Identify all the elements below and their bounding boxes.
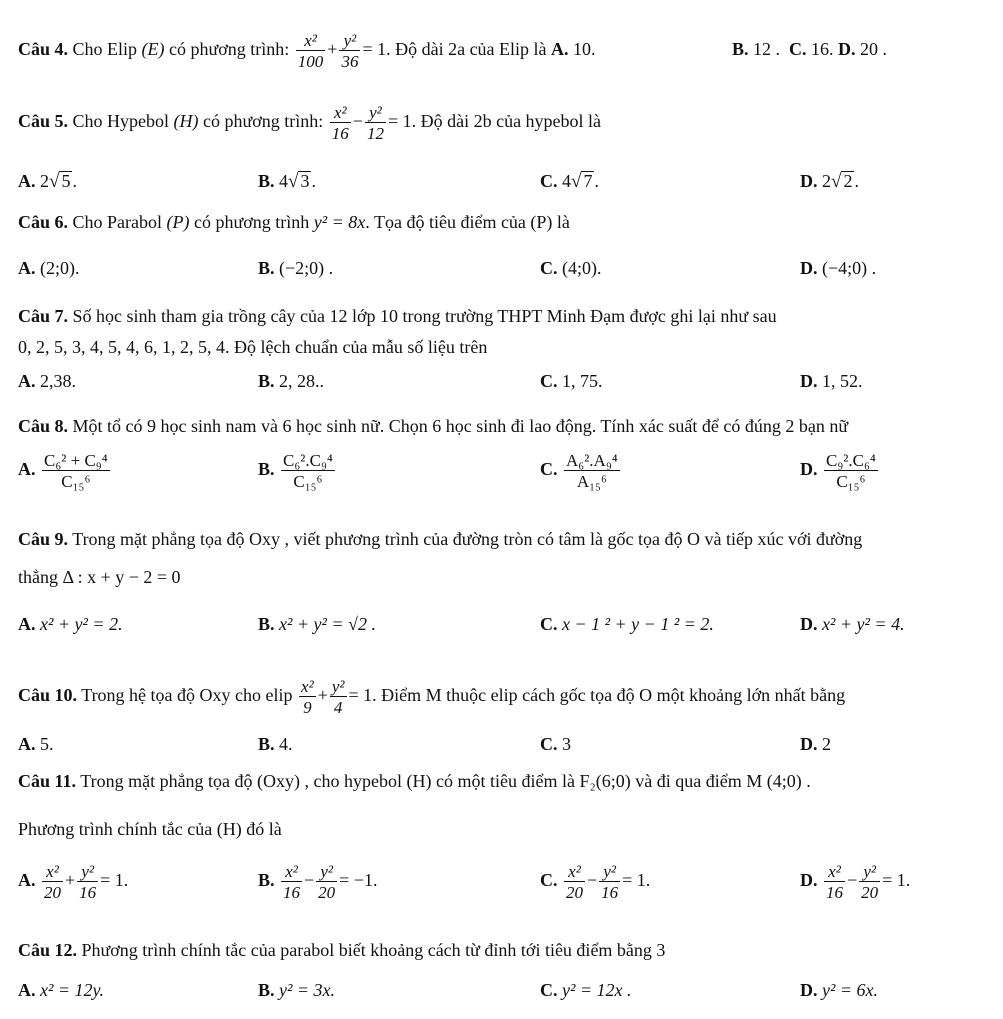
option-label: D. <box>800 614 818 634</box>
fraction: $\frac{\text{y²}}{20}$ <box>861 862 879 902</box>
operator: + <box>317 685 328 706</box>
question-text: có phương trình <box>194 212 310 232</box>
equation-rhs: = 1 <box>348 685 373 706</box>
option-label: B. <box>732 39 749 59</box>
fraction: $\frac{\text{y²}}{12}$ <box>366 103 384 143</box>
question-label: Câu 10. <box>18 685 78 706</box>
option-label: B. <box>258 371 275 391</box>
option-label: B. <box>258 870 275 891</box>
option-value: x² + y² = 4. <box>822 614 905 634</box>
fraction: $\frac{\text{A₆².A₉⁴}}{\text{A₁₅⁶}}$ <box>566 451 618 491</box>
option-label: D. <box>800 258 818 278</box>
option-label: A. <box>18 614 36 634</box>
option-label: B. <box>258 734 275 754</box>
question-9-line <box>18 568 1003 586</box>
option-value: y² = 6x. <box>822 980 879 1000</box>
option-b: B. 4√ 3 . <box>258 171 316 192</box>
question-text: Trong mặt phẳng tọa độ Oxy , viết phương trình của đường tròn có tâm là gốc tọa độ O và tiếp xúc với đường <box>72 529 863 549</box>
question-text: Cho Elip <box>72 39 138 60</box>
option-b <box>258 981 335 999</box>
option-b <box>258 372 324 390</box>
option-a: A. 2√ 5 . <box>18 171 77 192</box>
option-label: A. <box>18 371 36 391</box>
option-label: D. <box>800 870 818 891</box>
operator: − <box>352 111 363 132</box>
curve-name: (H) <box>173 111 199 132</box>
question-label: Câu 7. <box>18 306 69 326</box>
question-6 <box>18 213 1003 231</box>
question-text: thẳng Δ : x + y − 2 = 0 <box>18 567 181 587</box>
option-d <box>800 981 878 999</box>
option-label: D. <box>800 371 818 391</box>
fraction: $\frac{\text{y²}}{16}$ <box>601 862 619 902</box>
option-label: C. <box>540 371 558 391</box>
question-4-options <box>732 40 887 58</box>
fraction: $\frac{\text{x²}}{20}$ <box>44 862 61 902</box>
option-label: B. <box>258 614 275 634</box>
option-b <box>258 735 293 753</box>
option-c <box>540 615 714 633</box>
equation-rhs: = 1 <box>387 111 412 132</box>
option-c <box>540 981 632 999</box>
option-value: 5. <box>40 734 54 754</box>
option-d: D. 2√ 2 . <box>800 171 859 192</box>
option-c: C. $\frac{\text{x²}}{20}$ − $\frac{\text{y²}}{16}$ = 1. <box>540 862 651 902</box>
fraction: $\frac{\text{C₆².C₉⁴}}{\text{C₁₅⁶}}$ <box>283 451 333 491</box>
option-a <box>18 981 104 999</box>
option-label: A. <box>18 171 36 191</box>
option-value: 16. <box>811 39 834 59</box>
option-b <box>258 259 333 277</box>
option-c <box>540 735 571 753</box>
fraction: $\frac{\text{C₆² + C₉⁴}}{\text{C₁₅⁶}}$ <box>44 451 108 491</box>
option-value: y² = 12x . <box>562 980 632 1000</box>
option-label: A. <box>18 734 36 754</box>
question-text: có phương trình: <box>169 39 290 60</box>
option-value: 10. <box>573 39 596 60</box>
question-text: . Điểm M thuộc elip cách gốc tọa độ O một khoảng lớn nhất bằng <box>372 685 846 706</box>
equation: y² = 8x <box>313 212 366 232</box>
question-label: Câu 8. <box>18 416 69 436</box>
question-5 <box>18 104 1003 142</box>
option-label: C. <box>540 459 558 480</box>
option-d <box>800 615 905 633</box>
option-b <box>258 615 376 633</box>
fraction: $\frac{\text{x²}}{20}$ <box>566 862 583 902</box>
option-value: 4. <box>279 734 293 754</box>
question-label: Câu 9. <box>18 529 69 549</box>
option-value: 2 <box>822 734 831 754</box>
curve-name: (E) <box>141 39 165 60</box>
option-label: D. <box>838 39 856 59</box>
question-text: Cho Hypebol <box>72 111 170 132</box>
option-value: 1, 75. <box>562 371 603 391</box>
option-b <box>258 452 337 490</box>
option-value: 2, 28.. <box>279 371 325 391</box>
option-value: 12 . <box>753 39 781 59</box>
question-text: . Tọa độ tiêu điểm của (P) là <box>365 212 570 232</box>
option-d: D. $\frac{\text{x²}}{16}$ − $\frac{\text{y²}}{20}$ = 1. <box>800 862 911 902</box>
question-10 <box>18 678 1003 716</box>
fraction: $\frac{\text{x²}}{9}$ <box>301 677 314 717</box>
option-label: A. <box>18 870 36 891</box>
question-text: . Độ dài 2b của hypebol là <box>411 111 602 132</box>
fraction: $\frac{\text{y²}}{20}$ <box>318 862 336 902</box>
option-label: C. <box>540 870 558 891</box>
option-d <box>800 735 831 753</box>
option-value: 2,38. <box>40 371 76 391</box>
option-label: C. <box>540 614 558 634</box>
option-a <box>18 372 76 390</box>
option-label: B. <box>258 258 275 278</box>
option-label: C. <box>540 734 558 754</box>
option-c <box>540 452 622 490</box>
operator: + <box>327 39 338 60</box>
option-a <box>18 735 54 753</box>
curve-name: (P) <box>166 212 190 232</box>
option-value: (2;0). <box>40 258 80 278</box>
option-label: A. <box>18 258 36 278</box>
option-b: B. $\frac{\text{x²}}{16}$ − $\frac{\text{y²}}{20}$ = −1. <box>258 862 378 902</box>
option-a: A. $\frac{\text{x²}}{20}$ + $\frac{\text{y²}}{16}$ = 1. <box>18 862 129 902</box>
question-label: Câu 4. <box>18 39 69 60</box>
option-c: C. 4√ 7 . <box>540 171 599 192</box>
question-label: Câu 11. <box>18 771 77 791</box>
question-text: 0, 2, 5, 3, 4, 5, 4, 6, 1, 2, 5, 4. Độ lệch chuẩn của mẫu số liệu trên <box>18 337 488 357</box>
option-a <box>18 615 123 633</box>
question-text: Một tổ có 9 học sinh nam và 6 học sinh nữ. Chọn 6 học sinh đi lao động. Tính xác suất để có đúng 2 bạn nữ <box>72 416 849 436</box>
option-d <box>800 452 880 490</box>
option-value: 1, 52. <box>822 371 863 391</box>
question-9 <box>18 530 1003 548</box>
option-a <box>18 452 112 490</box>
question-text: Cho Parabol <box>72 212 163 232</box>
option-label: A. <box>18 980 36 1000</box>
option-label: C. <box>540 980 558 1000</box>
question-text: . Độ dài 2a của Elip là <box>386 39 547 60</box>
option-label: D. <box>800 171 818 191</box>
option-value: y² = 3x. <box>279 980 336 1000</box>
option-label: D. <box>800 734 818 754</box>
question-7 <box>18 307 1003 325</box>
option-value: 20 . <box>860 39 888 59</box>
question-11 <box>18 772 1003 790</box>
fraction: $\frac{\text{x²}}{100}$ <box>297 31 324 71</box>
question-text: Trong mặt phẳng tọa độ (Oxy) , cho hypebol (H) có một tiêu điểm là F₂(6;0) và đi qua điểm M (4;0) . <box>80 771 811 791</box>
option-c <box>540 372 603 390</box>
fraction: $\frac{\text{x²}}{16}$ <box>331 103 349 143</box>
question-7-data <box>18 338 1003 356</box>
option-label: A. <box>18 459 36 480</box>
option-label: C. <box>540 258 558 278</box>
option-label: B. <box>258 171 275 191</box>
option-value: x − 1 ² + y − 1 ² = 2. <box>562 614 714 634</box>
question-8 <box>18 417 1003 435</box>
option-label: A. <box>551 39 569 60</box>
question-12 <box>18 941 1003 959</box>
option-d <box>800 372 863 390</box>
option-value: x² + y² = √2 . <box>279 614 376 634</box>
fraction: $\frac{\text{C₉².C₆⁴}}{\text{C₁₅⁶}}$ <box>826 451 876 491</box>
question-label: Câu 6. <box>18 212 69 232</box>
question-text: có phương trình: <box>203 111 324 132</box>
question-text: Phương trình chính tắc của parabol biết khoảng cách từ đỉnh tới tiêu điểm bằng 3 <box>81 940 666 960</box>
option-label: C. <box>540 171 558 191</box>
question-text: Trong hệ tọa độ Oxy cho elip <box>81 685 293 706</box>
fraction: $\frac{\text{x²}}{16}$ <box>283 862 301 902</box>
fraction: $\frac{\text{y²}}{4}$ <box>331 677 345 717</box>
option-value: (−4;0) . <box>822 258 877 278</box>
option-value: 3 <box>562 734 571 754</box>
question-label: Câu 5. <box>18 111 69 132</box>
option-value: x² = 12y. <box>40 980 105 1000</box>
fraction: $\frac{\text{y²}}{36}$ <box>341 31 359 71</box>
question-text: Phương trình chính tắc của (H) đó là <box>18 819 282 839</box>
option-d <box>800 259 876 277</box>
equation-rhs: = 1 <box>362 39 387 60</box>
option-label: B. <box>258 980 275 1000</box>
option-value: (4;0). <box>562 258 602 278</box>
option-label: B. <box>258 459 275 480</box>
fraction: $\frac{\text{y²}}{16}$ <box>79 862 97 902</box>
question-11-line <box>18 820 1003 838</box>
option-value: (−2;0) . <box>279 258 334 278</box>
option-label: D. <box>800 459 818 480</box>
option-c <box>540 259 602 277</box>
option-label: D. <box>800 980 818 1000</box>
option-label: C. <box>789 39 807 59</box>
question-text: Số học sinh tham gia trồng cây của 12 lớp 10 trong trường THPT Minh Đạm được ghi lại như sau <box>72 306 777 326</box>
fraction: $\frac{\text{x²}}{16}$ <box>826 862 843 902</box>
option-a <box>18 259 80 277</box>
question-label: Câu 12. <box>18 940 78 960</box>
option-value: x² + y² = 2. <box>40 614 123 634</box>
